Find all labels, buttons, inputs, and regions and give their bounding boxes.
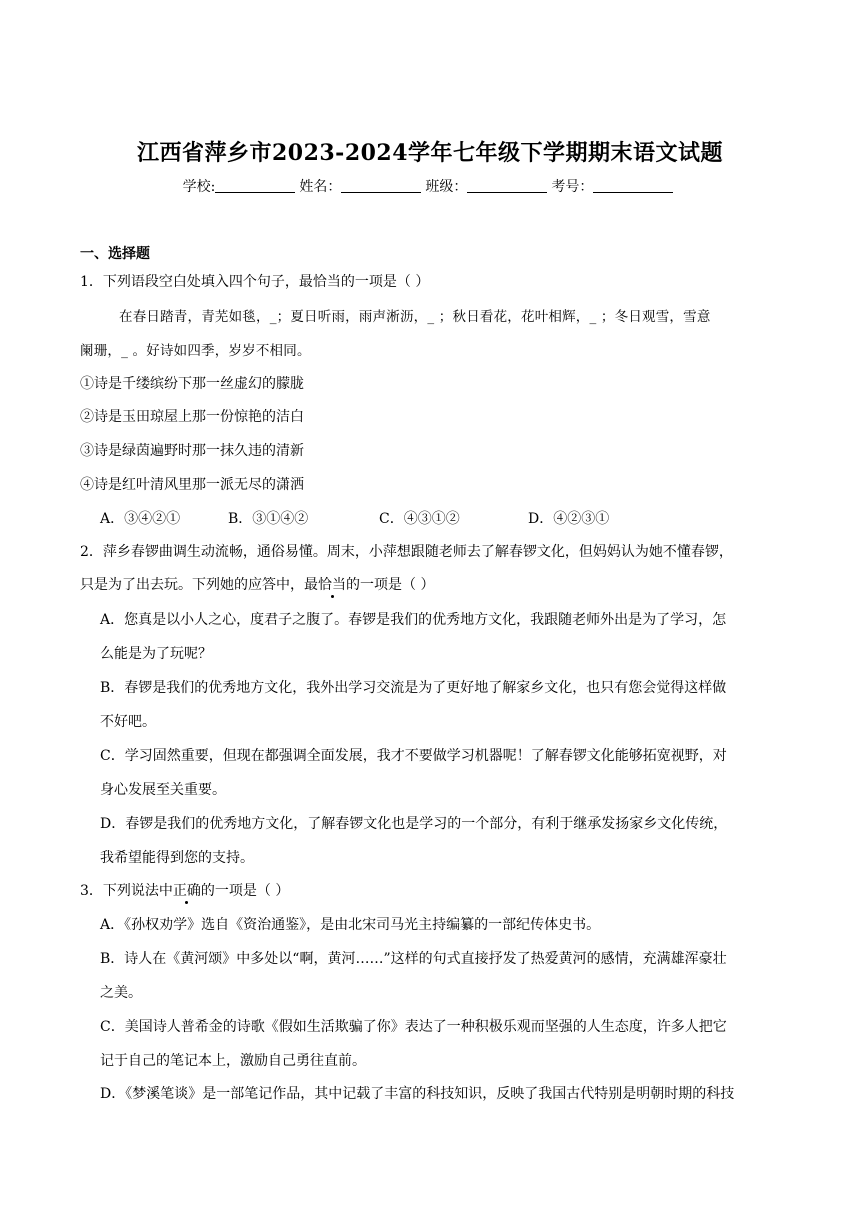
q1-option-c[interactable]: C．④③①② xyxy=(379,511,460,527)
q1-option-a[interactable]: A．③④②① xyxy=(100,511,181,527)
q1-sentence-3: ③诗是绿茵遍野时那一抹久违的清新 xyxy=(80,443,304,459)
q3-emphasis-text: 正确 xyxy=(172,883,201,899)
q2-stem-line-2 xyxy=(80,574,434,594)
q1-option-b[interactable]: B．③①④② xyxy=(228,511,309,527)
q2-emphasis-text: 恰当 xyxy=(318,577,346,593)
q2-option-b-line-2: 不好吧。 xyxy=(100,714,156,730)
q2-option-c-line-2: 身心发展至关重要。 xyxy=(100,782,226,798)
q3-stem xyxy=(80,880,289,900)
q2-option-d-line-2: 我希望能得到您的支持。 xyxy=(100,850,254,866)
q3-stem-text-a: 3．下列说法中 xyxy=(80,883,173,899)
q1-option-d[interactable]: D．④②③① xyxy=(528,511,610,527)
q3-option-d-line-1[interactable]: D．《梦溪笔谈》是一部笔记作品，其中记载了丰富的科技知识，反映了我国古代特别是明朝时期的科技 xyxy=(100,1086,735,1102)
q3-option-a-line-1[interactable]: A．《孙权劝学》选自《资治通鉴》，是由北宋司马光主持编纂的一部纪传体史书。 xyxy=(100,917,601,933)
q2-option-a-line-1[interactable]: A．您真是以小人之心，度君子之腹了。春锣是我们的优秀地方文化，我跟随老师外出是为了学习，怎 xyxy=(100,612,727,628)
q1-passage-line-1: 在春日踏青，青芜如毯，_；夏日听雨，雨声淅沥，_ ；秋日看花，花叶相辉，_ ；冬日观雪，雪意 xyxy=(119,309,711,325)
school-blank[interactable] xyxy=(215,178,295,193)
section-heading: 一、选择题 xyxy=(80,246,150,262)
q1-sentence-2: ②诗是玉田琼屋上那一份惊艳的洁白 xyxy=(80,409,304,425)
q2-stem-line-1: 2．萍乡春锣曲调生动流畅，通俗易懂。周末，小萍想跟随老师去了解春锣文化，但妈妈认为她不懂春锣， xyxy=(80,544,733,560)
q2-stem-text-b: 的一项是（ ） xyxy=(346,577,435,593)
q2-option-c-line-1[interactable]: C．学习固然重要，但现在都强调全面发展，我才不要做学习机器呢！了解春锣文化能够拓宽视野，对 xyxy=(100,748,727,764)
q1-sentence-4: ④诗是红叶清风里那一派无尽的潇洒 xyxy=(80,477,304,493)
q3-option-c-line-1[interactable]: C．美国诗人普希金的诗歌《假如生活欺骗了你》表达了一种积极乐观而坚强的人生态度，许多人把它 xyxy=(100,1019,727,1035)
class-blank[interactable] xyxy=(467,178,547,193)
student-info-line xyxy=(0,176,860,196)
class-label: 班级： xyxy=(425,179,468,195)
q2-stem-text-a: 只是为了出去玩。下列她的应答中，最 xyxy=(80,577,318,593)
name-blank[interactable] xyxy=(341,178,421,193)
q2-option-b-line-1[interactable]: B．春锣是我们的优秀地方文化，我外出学习交流是为了更好地了解家乡文化，也只有您会觉得这样做 xyxy=(100,680,727,696)
q3-stem-text-b: 的一项是（ ） xyxy=(200,883,290,899)
q1-passage-line-2: 阑珊，_ 。好诗如四季，岁岁不相同。 xyxy=(80,343,311,359)
q3-option-b-line-2: 之美。 xyxy=(100,985,142,1001)
q1-stem: 1．下列语段空白处填入四个句子，最恰当的一项是（ ） xyxy=(80,274,430,290)
page-title: 江西省萍乡市2023-2024学年七年级下学期期末语文试题 xyxy=(136,140,724,166)
q2-option-a-line-2: 么能是为了玩呢？ xyxy=(100,646,212,662)
q1-sentence-1: ①诗是千缕缤纷下那一丝虚幻的朦胧 xyxy=(80,376,304,392)
exam-number-label: 考号： xyxy=(551,179,594,195)
school-label: 学校: xyxy=(182,179,216,195)
q3-option-b-line-1[interactable]: B．诗人在《黄河颂》中多处以“啊，黄河……”这样的句式直接抒发了热爱黄河的感情，充满雄浑豪壮 xyxy=(100,951,727,967)
name-label: 姓名： xyxy=(299,179,342,195)
q2-option-d-line-1[interactable]: D．春锣是我们的优秀地方文化，了解春锣文化也是学习的一个部分，有利于继承发扬家乡文化传统， xyxy=(100,816,728,832)
exam-number-blank[interactable] xyxy=(593,178,673,193)
q3-option-c-line-2: 记于自己的笔记本上，激励自己勇往直前。 xyxy=(100,1053,366,1069)
